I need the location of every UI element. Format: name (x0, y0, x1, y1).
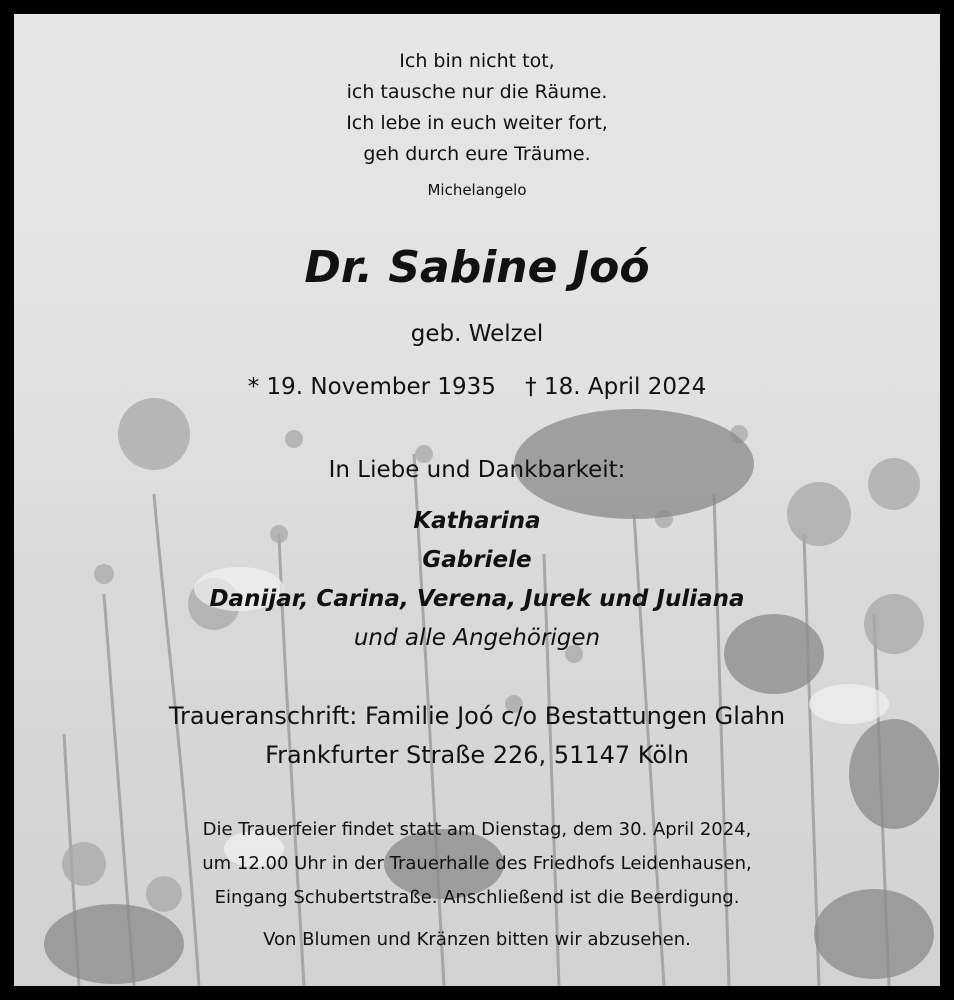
mourner-name-3: Danijar, Carina, Verena, Jurek und Juliana (209, 586, 745, 612)
mourners-intro: In Liebe und Dankbarkeit: (328, 457, 626, 483)
service-line-3: Eingang Schubertstraße. Anschließend ist die Beerdigung. (214, 887, 740, 908)
mourner-name-1: Katharina (413, 508, 541, 534)
mourner-name-2: Gabriele (422, 547, 532, 573)
address-line-1: Traueranschrift: Familie Joó c/o Bestattungen Glahn (168, 702, 786, 730)
address-line-2: Frankfurter Straße 226, 51147 Köln (265, 741, 689, 769)
deceased-name: Dr. Sabine Joó (304, 242, 650, 293)
poem-line-4: geh durch eure Träume. (363, 143, 591, 165)
obituary-text (14, 14, 940, 986)
poem-author: Michelangelo (427, 181, 527, 199)
service-line-2: um 12.00 Uhr in der Trauerhalle des Friedhofs Leidenhausen, (202, 853, 752, 874)
poem-line-2: ich tausche nur die Räume. (346, 81, 608, 103)
service-line-1: Die Trauerfeier findet statt am Dienstag, dem 30. April 2024, (202, 819, 752, 840)
birth-name: geb. Welzel (410, 321, 544, 347)
obituary-card (14, 14, 940, 986)
mourners-others: und alle Angehörigen (353, 625, 601, 651)
flowers-note: Von Blumen und Kränzen bitten wir abzusehen. (263, 929, 691, 950)
poem-line-3: Ich lebe in euch weiter fort, (346, 112, 608, 134)
death-date: † 18. April 2024 (525, 374, 707, 400)
poem-line-1: Ich bin nicht tot, (399, 50, 555, 72)
life-dates (14, 374, 940, 400)
birth-date: * 19. November 1935 (247, 374, 496, 400)
